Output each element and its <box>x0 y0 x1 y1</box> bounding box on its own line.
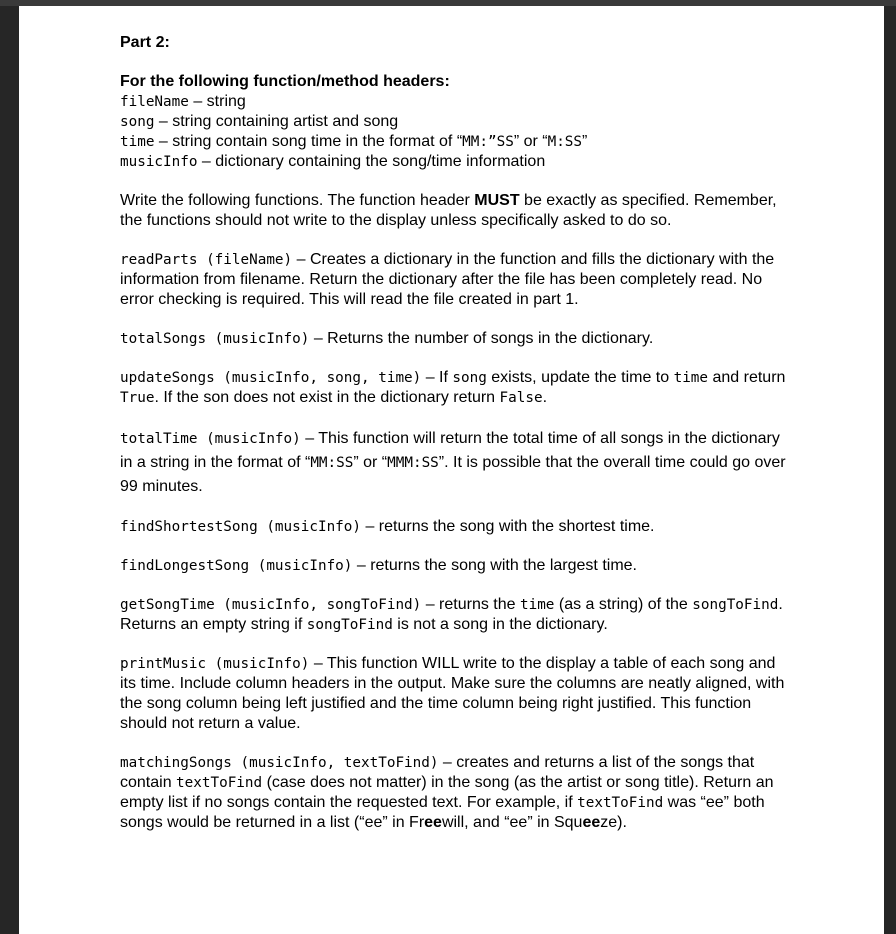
function-desc: and return <box>708 369 786 386</box>
emphasis-text: ee <box>424 814 442 831</box>
function-desc: – Returns the number of songs in the dictionary. <box>309 330 654 347</box>
inline-code: songToFind <box>692 597 779 613</box>
function-desc: – returns the <box>421 596 520 613</box>
function-desc: is not a song in the dictionary. <box>392 616 608 633</box>
def-name: fileName <box>120 94 189 110</box>
def-sep: – <box>154 113 173 130</box>
function-desc: was “ee” both songs would be returned in a list (“ee” in Fr <box>120 794 765 831</box>
getsongtime-paragraph <box>120 595 790 635</box>
inline-code: song <box>452 370 487 386</box>
def-code: MM:”SS <box>462 134 514 150</box>
intro-text: Write the following functions. The function header <box>120 192 475 209</box>
def-desc: ” or “ <box>513 133 548 150</box>
findshortestsong-paragraph <box>120 517 790 537</box>
document-page <box>19 6 884 934</box>
def-desc: string <box>206 93 246 110</box>
def-desc: ” <box>582 133 588 150</box>
function-desc: exists, update the time to <box>486 369 674 386</box>
totaltime-paragraph <box>120 427 790 498</box>
def-desc: string containing artist and song <box>172 113 399 130</box>
document-body <box>120 33 790 833</box>
totalsongs-paragraph <box>120 329 790 349</box>
def-time <box>120 132 790 152</box>
function-signature: findShortestSong (musicInfo) <box>120 519 362 535</box>
def-code: M:SS <box>547 134 583 150</box>
function-signature: matchingSongs (musicInfo, textToFind) <box>120 755 439 771</box>
function-desc: – creates and returns a list of the songs that contain <box>120 754 755 791</box>
function-desc: will, and “ee” in Squ <box>441 814 583 831</box>
inline-code: textToFind <box>577 795 664 811</box>
readparts-paragraph <box>120 250 790 310</box>
def-sep: – <box>197 153 216 170</box>
def-name: time <box>120 134 155 150</box>
function-signature: getSongTime (musicInfo, songToFind) <box>120 597 422 613</box>
findlongestsong-paragraph <box>120 556 790 576</box>
def-desc: string contain song time in the format of “ <box>172 133 463 150</box>
def-desc: dictionary containing the song/time information <box>215 153 546 170</box>
function-signature: updateSongs (musicInfo, song, time) <box>120 370 422 386</box>
function-signature: printMusic (musicInfo) <box>120 656 310 672</box>
emphasis-text: ee <box>582 814 601 831</box>
function-desc: . Returns an empty string if <box>120 596 783 633</box>
inline-code: MMM:SS <box>387 455 439 471</box>
function-signature: readParts (fileName) <box>120 252 293 268</box>
part-title: Part 2: <box>120 34 170 51</box>
function-desc: . <box>542 389 548 406</box>
def-musicinfo <box>120 152 790 172</box>
def-sep: – <box>188 93 207 110</box>
function-desc: ” or “ <box>353 454 388 471</box>
inline-code: False <box>499 390 543 406</box>
function-desc: ”. It is possible that the overall time could go over 99 minutes. <box>120 454 786 495</box>
def-name: musicInfo <box>120 154 198 170</box>
intro-text: be exactly as specified. Remember, the functions should not write to the display unless specifically asked to do so. <box>120 192 777 229</box>
updatesongs-paragraph <box>120 368 790 408</box>
function-desc: – returns the song with the shortest time. <box>361 518 655 535</box>
inline-code: textToFind <box>176 775 263 791</box>
function-desc: . If the son does not exist in the dictionary return <box>154 389 500 406</box>
function-desc: – returns the song with the largest time. <box>352 557 637 574</box>
function-signature: findLongestSong (musicInfo) <box>120 558 353 574</box>
function-signature: totalTime (musicInfo) <box>120 431 301 447</box>
function-desc: – If <box>421 369 453 386</box>
def-filename <box>120 92 790 112</box>
inline-code: time <box>673 370 709 386</box>
def-name: song <box>120 114 155 130</box>
function-desc: – This function WILL write to the display a table of each song and its time. Include column headers in the output. Make sure the columns are neatly aligned, with the song column being left justified and the time column being right justified. This function should not return a value. <box>120 655 785 732</box>
function-desc: (case does not matter) in the song (as the artist or song title). Return an empty list if no songs contain the requested text. For example, if <box>120 774 774 811</box>
intro-bold: MUST <box>474 192 520 209</box>
def-song <box>120 112 790 132</box>
inline-code: songToFind <box>306 617 393 633</box>
printmusic-paragraph <box>120 654 790 734</box>
inline-code: time <box>519 597 555 613</box>
inline-code: True <box>120 390 155 406</box>
intro-paragraph <box>120 191 790 231</box>
function-signature: totalSongs (musicInfo) <box>120 331 310 347</box>
headers-heading: For the following function/method headers: <box>120 73 450 90</box>
function-desc: – Creates a dictionary in the function and fills the dictionary with the information from filename. Return the dictionary after the file has been completely read. No error checking is required. This will read the file created in part 1. <box>120 251 775 308</box>
function-desc: – This function will return the total time of all songs in the dictionary in a string in the format of “ <box>120 430 780 471</box>
inline-code: MM:SS <box>310 455 354 471</box>
matchingsongs-paragraph <box>120 753 790 833</box>
function-desc: ze). <box>600 814 627 831</box>
function-desc: (as a string) of the <box>554 596 693 613</box>
def-sep: – <box>154 133 173 150</box>
